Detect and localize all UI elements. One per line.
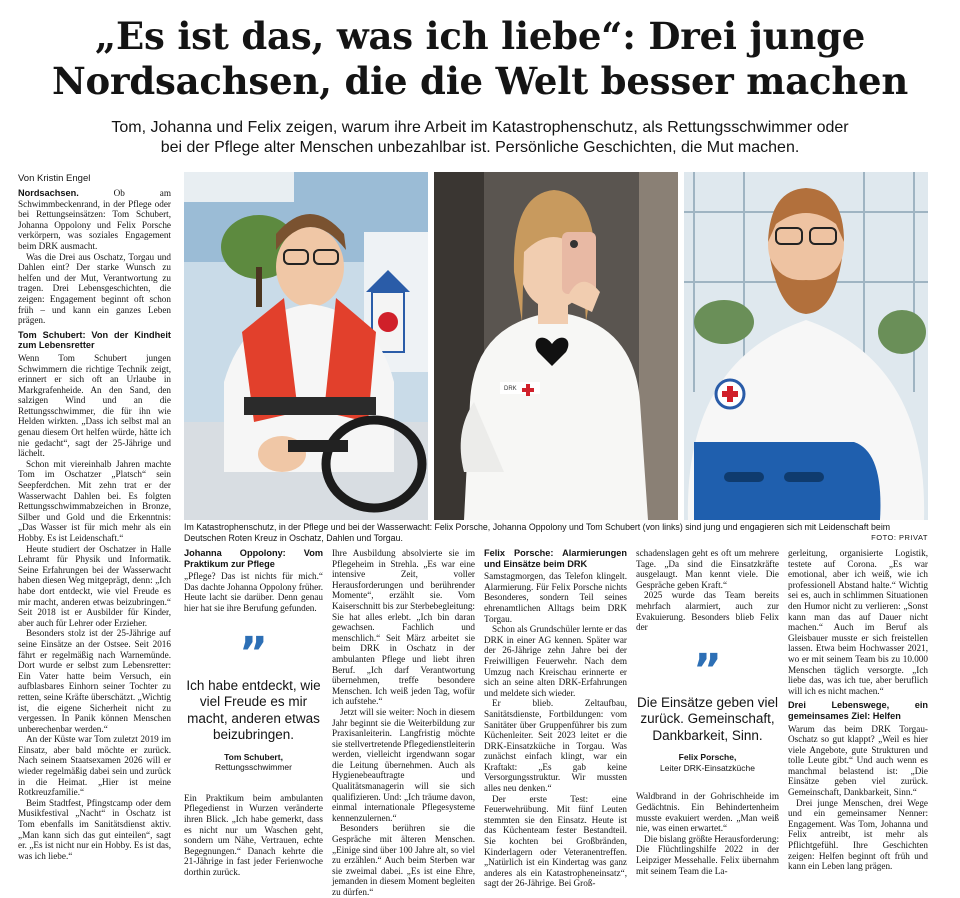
photo-tom-schubert xyxy=(184,172,428,520)
paragraph: „Pflege? Das ist nichts für mich.“ Das dachte Johanna Oppolony früher. Heute lacht sie darüber. Denn genau hier hat sie ihre Berufung gefunden. xyxy=(184,571,323,613)
photo-caption: Im Katastrophenschutz, in der Pflege und bei der Wasserwacht: Felix Porsche, Johanna Oppolony und Tom Schubert (von links) sind jung und engagieren sich mit Leidenschaft beim Deutschen Roten Kreuz in Oschatz, Dahlen und Torgau. xyxy=(184,522,891,543)
headline-line-1: „Es ist das, was ich liebe“: Drei junge xyxy=(94,14,866,58)
quote-author: Tom Schubert, xyxy=(224,751,283,762)
quote-author-role: Leiter DRK-Einsatzküche xyxy=(660,762,755,773)
paragraph: 2025 wurde das Team bereits mehrfach alarmiert, auch zur Evakuierung. Besonders blieb Felix der xyxy=(636,590,779,633)
quote-author: Felix Porsche, xyxy=(678,752,737,763)
pull-quote-felix xyxy=(636,644,779,774)
article-column-3 xyxy=(332,548,475,897)
subheadline xyxy=(60,118,900,158)
svg-text:DRK: DRK xyxy=(504,386,517,392)
subheadline-line-2: bei der Pflege alter Menschen unbezahlbar ist. Persönliche Geschichten, die Mut machen. xyxy=(160,139,800,156)
byline: Von Kristin Engel xyxy=(18,173,91,184)
section-heading-conclusion: Drei Lebenswege, ein gemeinsames Ziel: Helfen xyxy=(788,700,928,721)
paragraph: An der Küste war Tom zuletzt 2019 im Einsatz, aber bald möchte er zurück. Nach seinem Staatsexamen 2026 will er wieder regelmäßig dabei sein und zurück in die Heimat. „Hier ist meine Rotkreuzfamilie.“ xyxy=(18,734,171,798)
headline xyxy=(0,14,960,104)
paragraph: Die bislang größte Herausforderung: Die Flüchtlingshilfe 2022 in der Leipziger Messehalle. Felix übernahm mit seinem Team die La- xyxy=(636,833,779,876)
paragraph: Wenn Tom Schubert jungen Schwimmern die richtige Technik zeigt, erinnert er sich oft an Urlaube in Markgrafenheide. An den Sand, den salzigen Wind und an die Rettungsschwimmer, die für ihn wie Helden wirkten. „Dass ich selbst mal an genau diesem Ort helfen würde, hätte ich nie gedacht“, sagt der 25-Jährige und lächelt. xyxy=(18,352,171,459)
paragraph: gerleitung, organisierte Logistik, testete auf Corona. „Es war emotional, aber ich weiß, wie ich professionell Abstand halte.“ Wichtig sei es, auch in schlimmen Situationen den Humor nicht zu verlieren: „Sonst kann man das auf Dauer nicht machen.“ Auch im Beruf als Gleisbauer musste er sich freistellen lassen. Etwa beim Hochwasser 2021, wo er mit seinem Team bis zu 10.000 Menschen täglich versorgte. „Ich liebe das, was ich tue, aber beruflich will ich es nicht machen.“ xyxy=(788,548,928,696)
paragraph: Samstagmorgen, das Telefon klingelt. Alarmierung. Für Felix Porsche nichts Besonderes, sondern Teil seines ehrenamtlichen Alltags beim DRK Torgau. xyxy=(484,571,627,624)
paragraph: Schon mit viereinhalb Jahren machte Tom im Oschatzer „Platsch“ sein Seepferdchen. Mit zehn trat er der Wasserwacht Dahlen bei. Es folgten Rettungsschwimmabzeichen in Bronze, Silber und Gold und die Erkenntnis: „Das Wasser ist für mich mehr als ein Hobby. Es ist Leidenschaft.“ xyxy=(18,458,171,543)
paragraph: Der erste Test: eine Feuerwehrübung. Mit fünf Leuten stemmten sie den Einsatz. Heute ist das Küchenteam fester Bestandteil. Sie kochten bei Großbränden, Kinderlagern oder Veteranentreffen. „Natürlich ist ein Kindertag was ganz anderes als ein Katastropheneinsatz“, sagt der 26-Jährige. Bei Groß- xyxy=(484,793,627,889)
section-heading-felix: Felix Porsche: Alarmierungen und Einsätze beim DRK xyxy=(484,548,627,569)
pull-quote-tom xyxy=(184,627,323,773)
article-column-6 xyxy=(788,548,928,880)
paragraph: Ihre Ausbildung absolvierte sie im Pflegeheim in Strehla. „Es war eine intensive Zeit, voller Herausforderungen und berührender Momente“, erzählt sie. Vom Kaiserschnitt bis zur Sterbebegleitung: Sie hat alles erlebt. „Ich bin daran gewachsen. Fachlich und menschlich.“ Seit März arbeitet sie beim DRK in Oschatz in der ambulanten Pflege und liebt ihren Beruf. „Ich darf Verantwortung übernehmen, treffe besondere Menschen. Ich weiß jeden Tag, wofür ich aufstehe.“ xyxy=(332,548,475,707)
article-column-4 xyxy=(484,548,627,889)
quote-author-role: Rettungsschwimmer xyxy=(215,762,292,773)
dateline: Nordsachsen. xyxy=(18,188,79,198)
paragraph: Beim Stadtfest, Pfingstcamp oder dem Musikfestival „Nacht“ in Oschatz ist Tom ebenfalls im Sanitätsdienst aktiv. „Man kann sich das gut einteilen“, sagt er. „Es ist nicht nur ein Hobby. Es ist das, was ich liebe.“ xyxy=(18,797,171,861)
paragraph: Heute studiert der Oschatzer in Halle Lehramt für Physik und Informatik. Seine Erfahrungen bei der Wasserwacht haben diesen Weg mitgeprägt, denn: „Ich habe dort entdeckt, wie viel Freude es mir macht, anderen etwas beizubringen.“ Seit 2018 ist er Ausbilder für Kinder, aber auch für Lehrer oder Erzieher. xyxy=(18,543,171,628)
quote-text: Ich habe entdeckt, wie viel Freude es mir macht, anderen etwas beizubringen. xyxy=(186,677,321,743)
photo-felix-porsche xyxy=(684,172,928,520)
photo-credit: FOTO: PRIVAT xyxy=(871,533,928,542)
paragraph: Drei junge Menschen, drei Wege und ein gemeinsamer Nenner: Engagement. Was Tom, Johanna und Felix antreibt, ist mehr als Pflichtgefühl. Ihre Geschichten zeigen: Helfen beginnt oft früh und kann ein Leben lang prägen. xyxy=(788,797,928,872)
quote-mark-icon: ” xyxy=(239,627,268,679)
headline-line-2: Nordsachsen, die die Welt besser machen xyxy=(51,59,909,103)
photo-felix-image xyxy=(684,172,928,520)
paragraph: Besonders stolz ist der 25-Jährige auf seine Einsätze an der Ostsee. Seit 2016 fährt er regelmäßig nach Warnemünde. Dort wurde er selbst zum Lebensretter: Ein Vater hatte beim Versuch, ein aufblasbares Einhorn seiner Tochter zu retten, seine Kräfte überschätzt. „Wichtig ist, die eigene Sicherheit nicht zu vergessen. In Panik können Menschen unberechenbar werden.“ xyxy=(18,628,171,734)
subheadline-line-1: Tom, Johanna und Felix zeigen, warum ihre Arbeit im Katastrophenschutz, als Rettungsschwimmer oder xyxy=(111,119,849,136)
paragraph: Schon als Grundschüler lernte er das DRK in einer AG kennen. Später war der 26-Jährige zehn Jahre bei der Freiwilligen Feuerwehr. Nach dem Umzug nach Kreischau erinnerte er sich an seine alten DRK-Erfahrungen und meldete sich wieder. xyxy=(484,624,627,698)
section-heading-tom: Tom Schubert: Von der Kindheit zum Lebensretter xyxy=(18,329,171,351)
section-heading-johanna: Johanna Oppolony: Vom Praktikum zur Pflege xyxy=(184,548,323,569)
quote-text: Die Einsätze geben viel zurück. Gemeinschaft, Dankbarkeit, Sinn. xyxy=(636,694,779,743)
article-column-2 xyxy=(184,548,323,880)
paragraph: Warum das beim DRK Torgau-Oschatz so gut klappt? „Weil es hier viele Angebote, gute Strukturen und tolle Leute gibt.“ Und auch wenn es manchmal belastend ist: „Die Einsätze geben viel zurück. Gemeinschaft, Dankbarkeit, Sinn.“ xyxy=(788,723,928,798)
paragraph: Was die Drei aus Oschatz, Torgau und Dahlen eint? Der starke Wunsch zu helfen und der Mut, Verantwortung zu tragen. Drei Lebensgeschichten, die zeigen: Engagement beginnt oft schon früh – und kann ein ganzes Leben prägen. xyxy=(18,251,171,326)
paragraph: Jetzt will sie weiter: Noch in diesem Jahr beginnt sie die Weiterbildung zur Praxisanleiterin. Langfristig möchte sie stellvertretende Pflegedienstleiterin werden, vielleicht irgendwann sogar die Leitung übernehmen. Auch als Hygienebeauftragte und Qualitätsmanagerin will sie sich qualifizieren. Und: „Ich träume davon, einmal internationale Pflegesysteme kennenzulernen.“ xyxy=(332,706,475,823)
intro-paragraph: Nordsachsen. Ob am Schwimmbeckenrand, in der Pflege oder bei Rettungseinsätzen: Tom Schubert, Johanna Oppolony und Felix Porsche verkörpern, was soziales Engagement beim DRK ausmacht. xyxy=(18,188,171,251)
photo-tom-image xyxy=(184,172,428,520)
paragraph: schadenslagen geht es oft um mehrere Tage. „Da sind die Einsatzkräfte ausgelaugt. Man kennt viele. Die Gespräche geben Kraft.“ xyxy=(636,548,779,590)
paragraph: Er blieb. Zeltaufbau, Sanitätsdienste, Fortbildungen: vom Sanitäter über Gruppenführer bis zum Küchenleiter. Seit 2023 leitet er die DRK-Einsatzküche in Torgau. Was zunächst einfach klingt, war ein Kraftakt: „Es gab keine Versorgungsstruktur. Wir mussten alles neu denken.“ xyxy=(484,698,627,794)
paragraph: Besonders berühren sie die Gespräche mit älteren Menschen. „Einige sind über 100 Jahre alt, so viel zu erzählen.“ Auch beim Sterben war sie zweimal dabei. „Es ist eine Ehre, jemanden in diesem Moment begleiten zu dürfen.“ xyxy=(332,823,475,897)
article-column-1 xyxy=(18,188,171,880)
quote-mark-icon: ” xyxy=(693,644,722,696)
paragraph: Ein Praktikum beim ambulanten Pflegedienst in Wurzen veränderte ihren Blick. „Ich habe gemerkt, dass es nicht nur um Waschen geht, sondern um Nähe, Vertrauen, echte Begegnungen.“ Danach kehrte die 21-Jährige in fast jeder Ferienwoche dorthin zurück. xyxy=(184,792,323,877)
article-column-5 xyxy=(636,548,779,880)
paragraph: Waldbrand in der Gohrischheide im Gedächtnis. Ein Behindertenheim musste evakuiert werden. „Man weiß nie, was einen erwartet.“ xyxy=(636,791,779,834)
photo-johanna-oppolony xyxy=(434,172,678,520)
photo-johanna-image xyxy=(434,172,678,520)
